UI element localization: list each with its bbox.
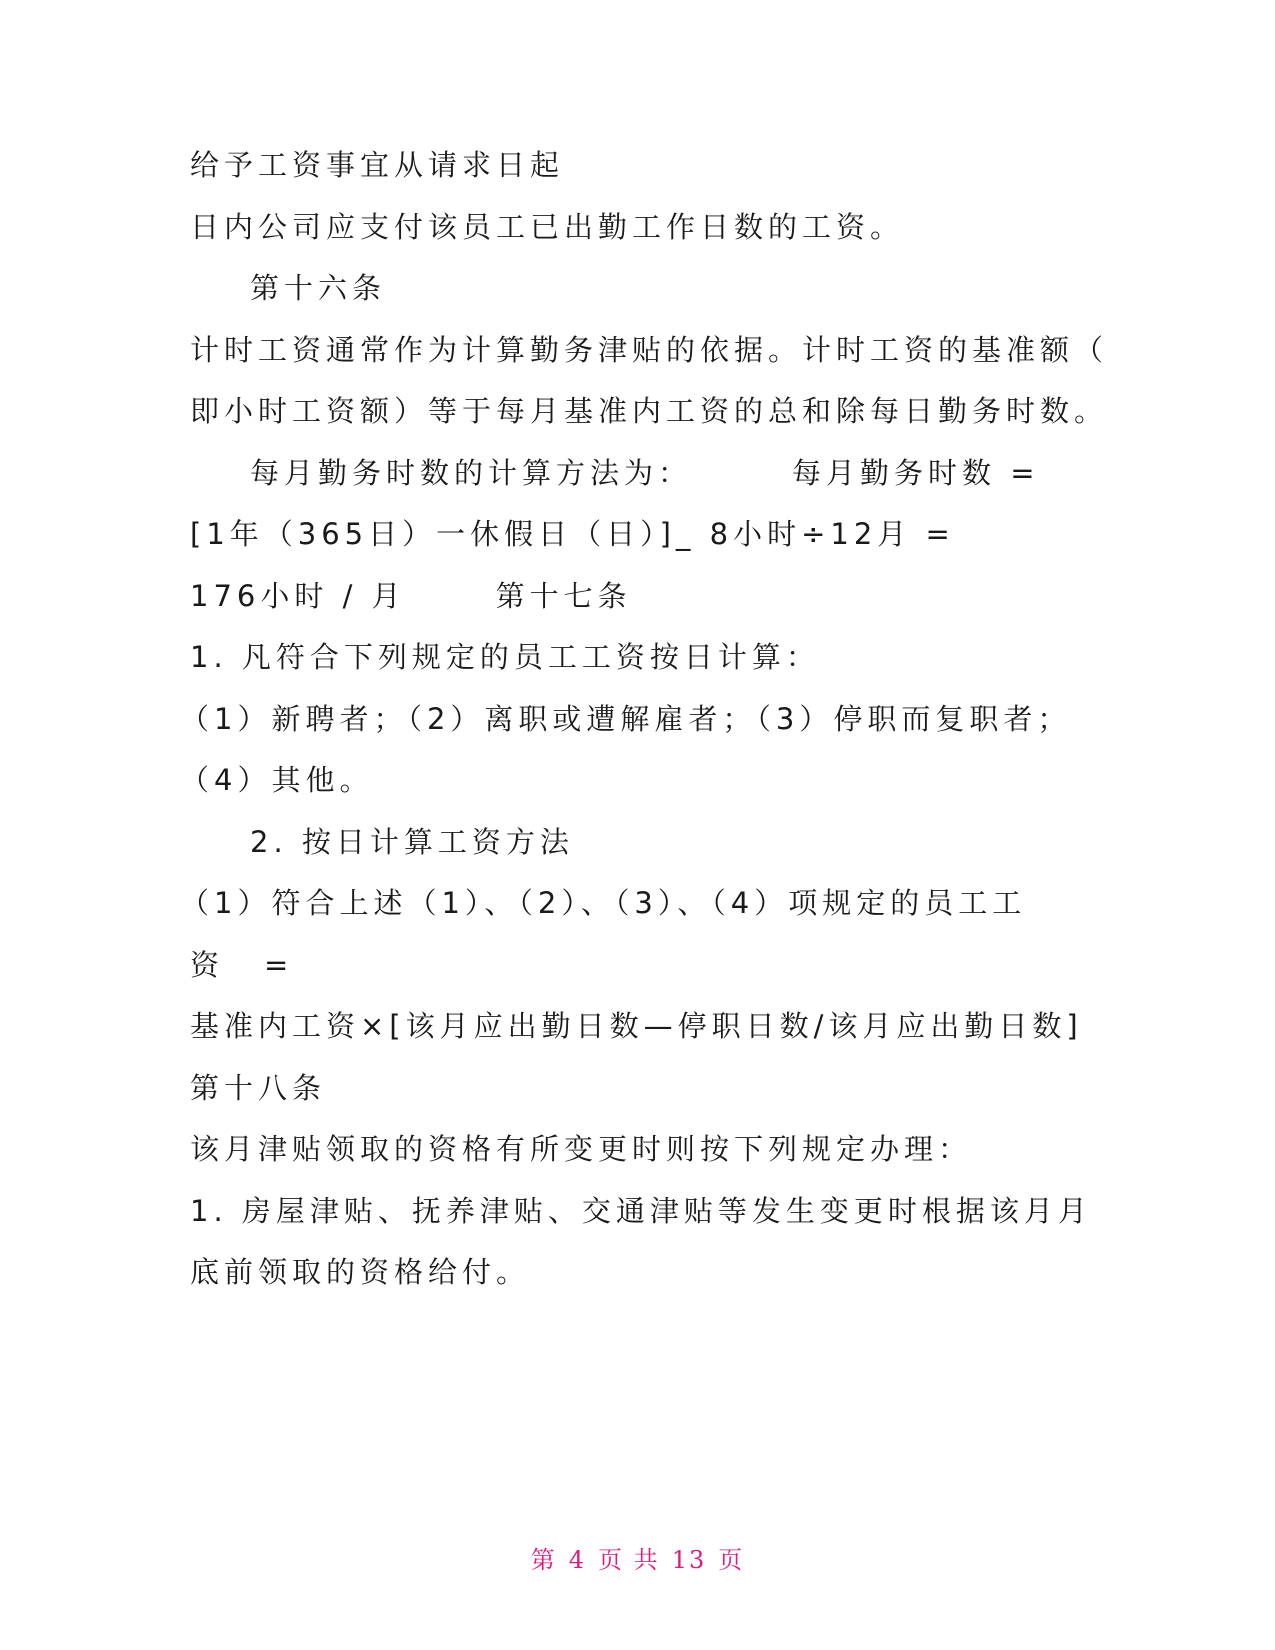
text-line: （4）其他。 [180, 763, 374, 797]
formula-line: [1年（365日）一休假日（日）]_ 8小时÷12月 = [190, 517, 955, 551]
article-heading: 第十八条 [190, 1071, 327, 1105]
total-pages-number: 13 [671, 1546, 707, 1574]
text-line: （1）新聘者；（2）离职或遭解雇者；（3）停职而复职者； [180, 702, 1072, 736]
text-line: 底前领取的资格给付。 [190, 1255, 531, 1289]
text-line: （1）符合上述（1）、（2）、（3）、（4）项规定的员工工 [180, 886, 1027, 920]
text-line: 1. 凡符合下列规定的员工工资按日计算： [190, 640, 820, 674]
footer-prefix: 第 [530, 1546, 557, 1574]
article-heading: 第十六条 [250, 271, 387, 305]
formula-line: 基准内工资×[该月应出勤日数—停职日数/该月应出勤日数] [190, 1009, 1083, 1043]
text-line: 日内公司应支付该员工已出勤工作日数的工资。 [190, 210, 905, 244]
text-line: 1. 房屋津贴、抚养津贴、交通津贴等发生变更时根据该月月 [190, 1194, 1092, 1228]
text-line [190, 945, 293, 985]
text-line: 该月津贴领取的资格有所变更时则按下列规定办理： [190, 1132, 973, 1166]
footer-suffix: 页 [718, 1546, 745, 1574]
formula-result: 176小时 / 月 [190, 579, 406, 613]
formula-intro: 每月勤务时数的计算方法为： [250, 456, 693, 490]
article-heading: 第十七条 [495, 579, 632, 613]
text-line [250, 453, 1040, 493]
formula-label: 每月勤务时数 = [792, 456, 1040, 490]
equals-sign: = [264, 948, 294, 982]
current-page-number: 4 [568, 1546, 587, 1574]
text-line: 给予工资事宜从请求日起 [190, 148, 565, 182]
footer-middle: 页 共 [598, 1546, 660, 1574]
text-fragment: 资 [190, 948, 225, 982]
page-footer [0, 1540, 1275, 1575]
text-line: 2. 按日计算工资方法 [250, 825, 574, 859]
text-line: 即小时工资额）等于每月基准内工资的总和除每日勤务时数。 [190, 394, 1109, 428]
text-line: 计时工资通常作为计算勤务津贴的依据。计时工资的基准额（ [190, 333, 1109, 367]
text-line [190, 576, 632, 616]
